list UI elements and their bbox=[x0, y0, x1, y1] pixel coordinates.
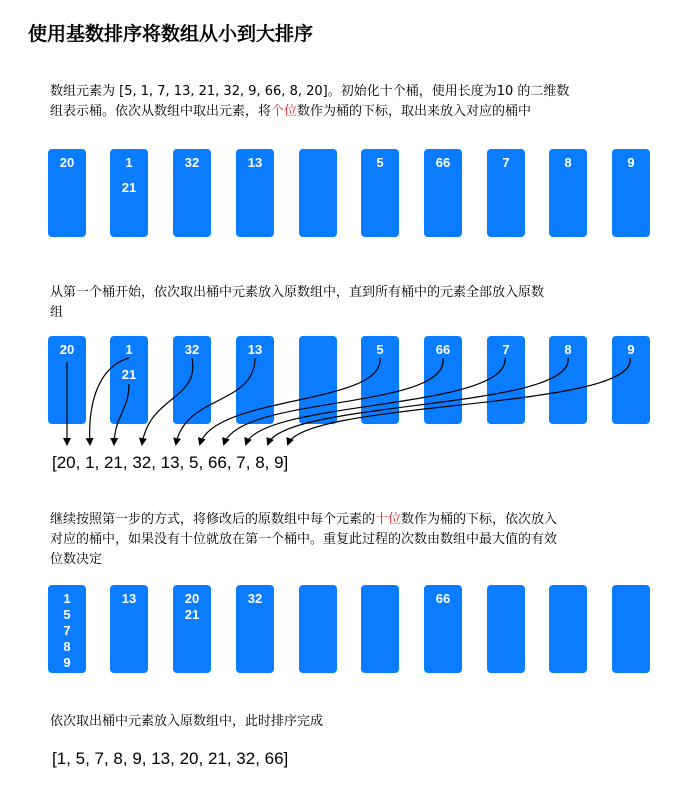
step2-result-array: [20, 1, 21, 32, 13, 5, 66, 7, 8, 9] bbox=[52, 453, 289, 472]
step2-line2: 组 bbox=[50, 305, 64, 320]
bucket-value: 5 bbox=[376, 342, 384, 357]
bucket-6 bbox=[424, 585, 462, 673]
bucket-value: 8 bbox=[564, 342, 572, 357]
step3-line2: 对应的桶中，如果没有十位就放在第一个桶中。重复此过程的次数由数组中最大值的有效 bbox=[50, 532, 558, 547]
bucket-value: 21 bbox=[121, 180, 137, 195]
page-title: 使用基数排序将数组从小到大排序 bbox=[28, 23, 314, 45]
step4-description: 依次取出桶中元素放入原数组中，此时排序完成 bbox=[50, 714, 324, 729]
bucket-value: 20 bbox=[59, 342, 75, 357]
bucket-value: 32 bbox=[184, 155, 200, 170]
bucket-value: 66 bbox=[435, 155, 451, 170]
bucket-value: 8 bbox=[564, 155, 572, 170]
bucket-0 bbox=[48, 585, 86, 673]
bucket-value: 1 bbox=[125, 342, 133, 357]
bucket-value: 9 bbox=[63, 655, 71, 670]
bucket-3 bbox=[236, 585, 274, 673]
bucket-4 bbox=[299, 585, 337, 673]
arrow-13 bbox=[176, 358, 255, 444]
final-sorted-array: [1, 5, 7, 8, 9, 13, 20, 21, 32, 66] bbox=[52, 749, 289, 768]
bucket-value: 32 bbox=[247, 591, 263, 606]
bucket-value: 1 bbox=[63, 591, 71, 606]
bucket-9 bbox=[612, 585, 650, 673]
arrow-9 bbox=[288, 358, 630, 444]
arrow-21 bbox=[114, 384, 129, 444]
bucket-2 bbox=[173, 585, 211, 673]
bucket-value: 32 bbox=[184, 342, 200, 357]
bucket-value: 20 bbox=[184, 591, 200, 606]
bucket-value: 8 bbox=[63, 639, 71, 654]
bucket-value: 9 bbox=[627, 342, 635, 357]
arrow-5 bbox=[200, 358, 380, 444]
step3-description bbox=[50, 510, 650, 570]
bucket-value: 5 bbox=[63, 607, 71, 622]
step3-line1: 继续按照第一步的方式，将修改后的原数组中每个元素的十位数作为桶的下标，依次放入 bbox=[50, 512, 558, 527]
step2-line1: 从第一个桶开始，依次取出桶中元素放入原数组中，直到所有桶中的元素全部放入原数 bbox=[50, 285, 545, 300]
arrow-1 bbox=[90, 358, 129, 444]
bucket-7 bbox=[487, 585, 525, 673]
bucket-value: 7 bbox=[502, 155, 510, 170]
arrow-8 bbox=[268, 358, 568, 444]
bucket-value: 5 bbox=[376, 155, 384, 170]
bucket-value: 21 bbox=[184, 607, 200, 622]
step1-line1: 数组元素为 [5, 1, 7, 13, 21, 32, 9, 66, 8, 20]。初始化十个桶，使用长度为10 的二维数 bbox=[50, 84, 570, 99]
bucket-5 bbox=[361, 585, 399, 673]
bucket-value: 66 bbox=[435, 591, 451, 606]
bucket-value: 13 bbox=[247, 342, 263, 357]
bucket-value: 21 bbox=[121, 367, 137, 382]
arrow-66 bbox=[224, 358, 443, 444]
bucket-value: 13 bbox=[247, 155, 263, 170]
bucket-value: 66 bbox=[435, 342, 451, 357]
bucket-value: 7 bbox=[502, 342, 510, 357]
ones-digit-highlight: 个位 bbox=[271, 104, 298, 119]
step3-line3: 位数决定 bbox=[50, 552, 103, 567]
bucket-8 bbox=[549, 585, 587, 673]
bucket-1 bbox=[110, 585, 148, 673]
bucket-value: 9 bbox=[627, 155, 635, 170]
bucket-value: 1 bbox=[125, 155, 133, 170]
arrow-32 bbox=[142, 358, 193, 444]
bucket-value: 13 bbox=[121, 591, 137, 606]
bucket-value: 20 bbox=[59, 155, 75, 170]
step1-line2: 组表示桶。依次从数组中取出元素，将个位数作为桶的下标，取出来放入对应的桶中 bbox=[50, 104, 532, 119]
bucket-value: 7 bbox=[63, 623, 71, 638]
tens-digit-highlight: 十位 bbox=[375, 512, 402, 527]
